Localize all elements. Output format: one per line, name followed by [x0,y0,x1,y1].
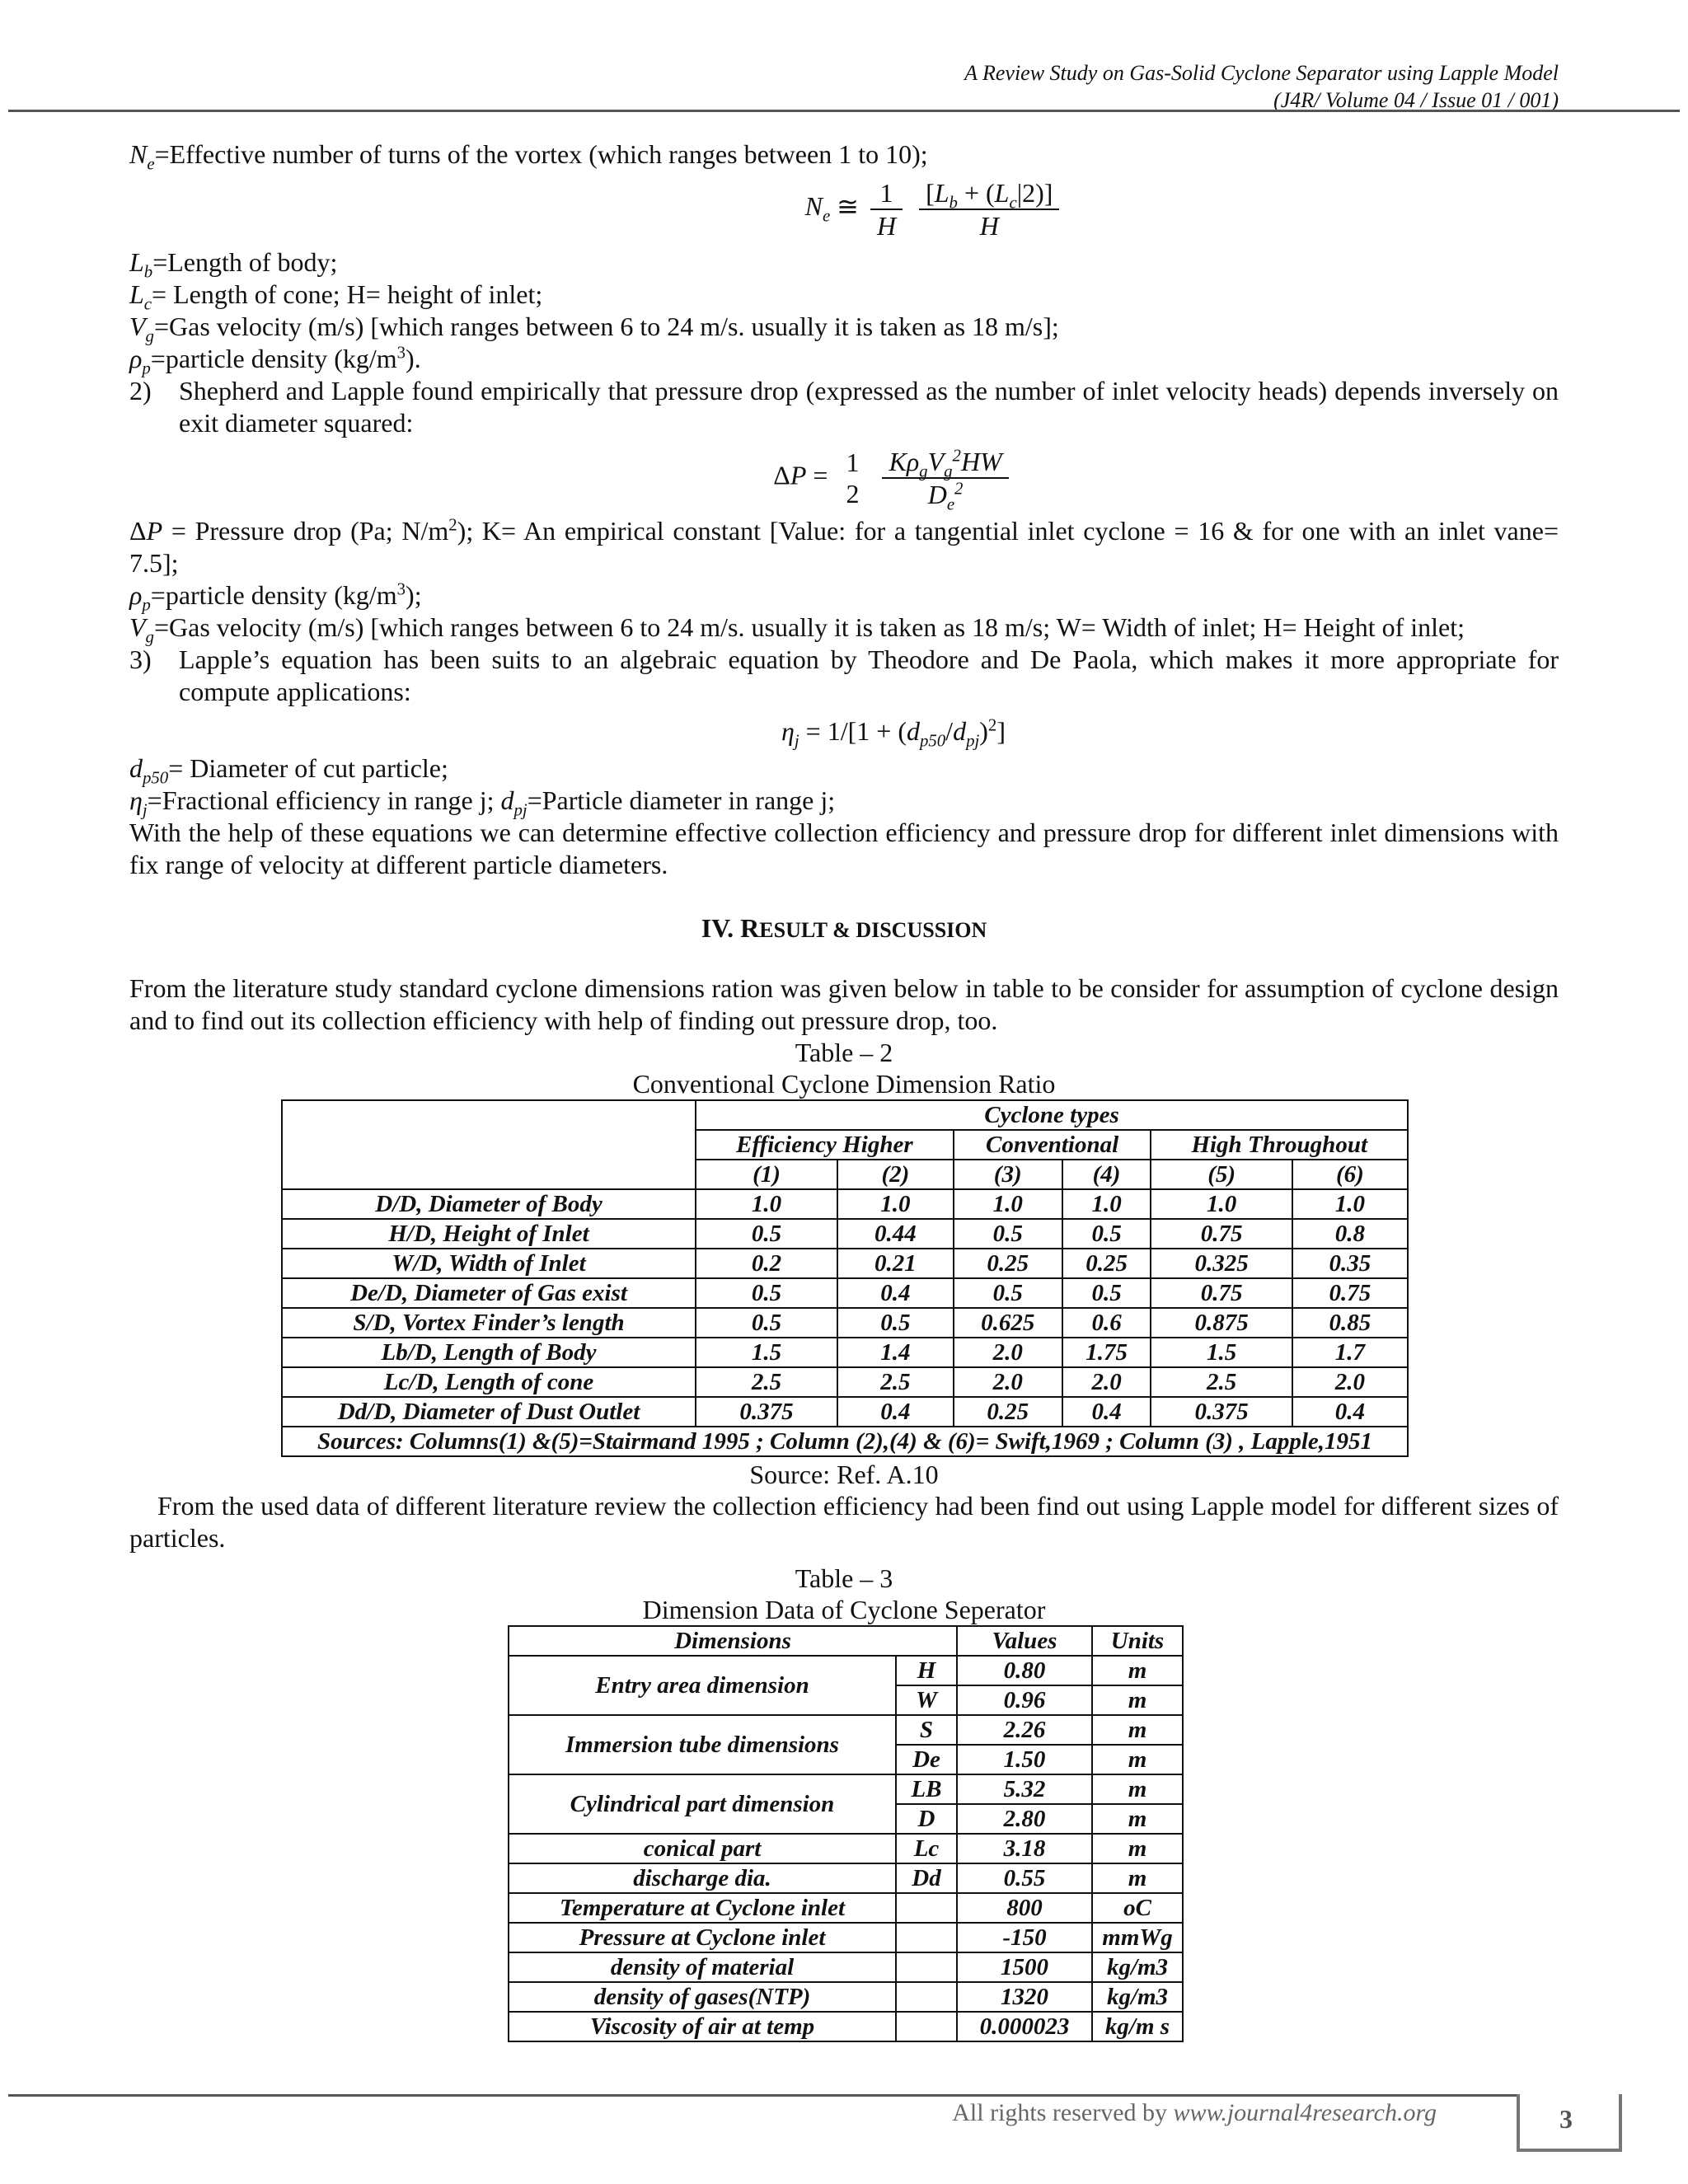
table-cell: 0.85 [1292,1308,1408,1338]
row-label: discharge dia. [509,1863,896,1893]
table-cell: 1.0 [837,1189,954,1219]
value-cell: 2.80 [957,1804,1092,1834]
column-header: (4) [1062,1160,1151,1189]
unit-cell: m [1092,1685,1183,1715]
table-row [509,1863,1183,1893]
subgroup-efficiency: Efficiency Higher [696,1130,954,1160]
table-row [282,1249,1408,1278]
table-cell: 1.5 [1151,1338,1292,1367]
table-cell: 2.0 [1292,1367,1408,1397]
table-row [282,1367,1408,1397]
value-cell: 2.26 [957,1715,1092,1745]
unit-cell: mmWg [1092,1923,1183,1952]
symbol-cell: LB [896,1774,957,1804]
table-row [282,1338,1408,1367]
symbol-cell [896,1923,957,1952]
subgroup-throughput: High Throughout [1151,1130,1408,1160]
rho-definition-2: $\rho_p=particle$ density $(kg/m^3)$; [129,579,422,615]
row-label: Viscosity of air at temp [509,2012,896,2041]
table-cell: 0.375 [696,1397,837,1427]
intro-paragraph: From the literature study standard cyclone dimensions ration was given below in table to be consider for assumption of cyclone design and to find out its collection efficiency with help of finding out pressure drop, too. [129,973,1559,1035]
column-header: (1) [696,1160,837,1189]
unit-cell: m [1092,1863,1183,1893]
table-row [282,1219,1408,1249]
table-cell: 1.0 [1062,1189,1151,1219]
table-cell: 0.4 [837,1397,954,1427]
table-cell: 0.25 [1062,1249,1151,1278]
table-cell: 2.0 [954,1367,1062,1397]
row-label: Temperature at Cyclone inlet [509,1893,896,1923]
table-cell: 0.5 [1062,1219,1151,1249]
sources-row [282,1427,1408,1456]
table-cell: 1.0 [696,1189,837,1219]
table-row [509,1893,1183,1923]
row-label: Pressure at Cyclone inlet [509,1923,896,1952]
row-label: D/D, Diameter of Body [282,1189,696,1219]
table-cell: 0.75 [1151,1278,1292,1308]
running-header [964,59,1559,114]
table2-title: Conventional Cyclone Dimension Ratio [632,1069,1056,1099]
table-row [282,1308,1408,1338]
table-row [509,1923,1183,1952]
table-cell: 0.5 [696,1219,837,1249]
row-label: W/D, Width of Inlet [282,1249,696,1278]
table-row [509,1656,1183,1685]
table-row [509,1952,1183,1982]
row-label: density of gases(NTP) [509,1982,896,2012]
table-cell: 0.25 [954,1397,1062,1427]
table-row [509,1715,1183,1745]
subgroup-conventional: Conventional [954,1130,1151,1160]
table-cell: 0.6 [1062,1308,1151,1338]
table-cell: 0.4 [837,1278,954,1308]
table-cell: 0.4 [1292,1397,1408,1427]
table-cell: 0.375 [1151,1397,1292,1427]
value-cell: 5.32 [957,1774,1092,1804]
table-header-row [282,1100,1408,1130]
list-item-3: 3) Lapple’s equation has been suits to an algebraic equation by Theodore and De Paola, which makes it more appropriate for compute applications: [129,644,1559,706]
header-dimensions: Dimensions [509,1626,957,1656]
table-cell: 0.21 [837,1249,954,1278]
row-label: Lb/D, Length of Body [282,1338,696,1367]
unit-cell: oC [1092,1893,1183,1923]
unit-cell: m [1092,1774,1183,1804]
table2-label: Table – 2 [795,1038,893,1067]
table-cell: 0.4 [1062,1397,1151,1427]
header-values: Values [957,1626,1092,1656]
dp-definition: ΔP = Pressure drop (Pa; $N/m^2$); K= An empirical constant [Value: for a tangential inlet cyclone = 16 & for one with an inlet vane= 7.5]; [129,515,1559,578]
ne-equation: $N_e$ ≅ $\frac{1}{H}$ $\frac{[L_b + (L_c|2)]}{H}$ [311,177,1559,241]
symbol-cell: H [896,1656,957,1685]
table-row [509,2012,1183,2041]
header-title: A Review Study on Gas-Solid Cyclone Separator using Lapple Model [964,61,1559,85]
table-cell: 0.75 [1292,1278,1408,1308]
value-cell: -150 [957,1923,1092,1952]
column-header: (2) [837,1160,954,1189]
value-cell: 0.80 [957,1656,1092,1685]
section-heading: IV. RESULT & DISCUSSION [701,913,987,943]
vg-definition: $V_g=Gas$ velocity (m/s) [which ranges between 6 to 24 m/s. usually it is taken as 18 m/s]; [129,312,1059,346]
table-cell: 1.0 [1292,1189,1408,1219]
table-row [509,1834,1183,1863]
table-row [509,1774,1183,1804]
symbol-cell: W [896,1685,957,1715]
unit-cell: m [1092,1834,1183,1863]
symbol-cell: Dd [896,1863,957,1893]
symbol-cell: S [896,1715,957,1745]
table-header-row [509,1626,1183,1656]
table-row [509,1982,1183,2012]
table-cell: 1.7 [1292,1338,1408,1367]
row-label: Lc/D, Length of cone [282,1367,696,1397]
table-cell: 2.0 [1062,1367,1151,1397]
pressure-drop-equation: ΔP = 1 2 $\frac{K\rho_gV_g^2HW}{D_e^2}$ [228,446,1559,510]
table-cell: 0.875 [1151,1308,1292,1338]
table-cell: 2.0 [954,1338,1062,1367]
paragraph-after-table2: From the used data of different literature review the collection efficiency had been find out using Lapple model for different sizes of particles. [129,1491,1559,1553]
value-cell: 0.000023 [957,2012,1092,2041]
sources-cell: Sources: Columns(1) &(5)=Stairmand 1995 ; Column (2),(4) & (6)= Swift,1969 ; Column (3) , Lapple,1951 [282,1427,1408,1456]
table3-label: Table – 3 [795,1563,893,1593]
table-cell: 0.5 [696,1308,837,1338]
column-header: (6) [1292,1160,1408,1189]
unit-cell: m [1092,1804,1183,1834]
eta-definition: $\eta_j=Fractional$ efficiency in range j; $d_{pj}=Particle$ diameter in range j; [129,785,836,820]
lc-definition: $L_c=$ Length of cone; H= height of inlet; [129,279,543,314]
table2-source: Source: Ref. A.10 [749,1460,939,1489]
header-units: Units [1092,1626,1183,1656]
unit-cell: m [1092,1656,1183,1685]
page-number: 3 [1559,2104,1573,2134]
table-cell: 2.5 [837,1367,954,1397]
table-cell: 0.5 [954,1278,1062,1308]
symbol-cell [896,1893,957,1923]
table-cell: 0.5 [837,1308,954,1338]
table-cell: 0.5 [954,1219,1062,1249]
lb-definition: $L_b=Length$ of body; [129,247,338,282]
value-cell: 1500 [957,1952,1092,1982]
table-cell: 1.5 [696,1338,837,1367]
footer-copyright: All rights reserved by www.journal4research.org [952,2099,1437,2126]
footer-rule [8,2094,1517,2097]
value-cell: 0.55 [957,1863,1092,1893]
row-label: Dd/D, Diameter of Dust Outlet [282,1397,696,1427]
value-cell: 1320 [957,1982,1092,2012]
table3-title: Dimension Data of Cyclone Seperator [642,1595,1046,1624]
row-label: density of material [509,1952,896,1982]
row-label: S/D, Vortex Finder’s length [282,1308,696,1338]
value-cell: 3.18 [957,1834,1092,1863]
table-cell: 1.4 [837,1338,954,1367]
table-cell: 0.35 [1292,1249,1408,1278]
table-cell: 0.2 [696,1249,837,1278]
group-label: Immersion tube dimensions [509,1715,896,1774]
value-cell: 1.50 [957,1745,1092,1774]
table-cell: 2.5 [1151,1367,1292,1397]
symbol-cell: D [896,1804,957,1834]
table-cell: 0.75 [1151,1219,1292,1249]
table-cell: 1.75 [1062,1338,1151,1367]
header-rule [8,110,1680,112]
table-cell: 0.25 [954,1249,1062,1278]
row-label: conical part [509,1834,896,1863]
column-header: (5) [1151,1160,1292,1189]
cyclone-types-header: Cyclone types [696,1100,1408,1130]
table-cell: 0.5 [696,1278,837,1308]
header-issue: (J4R/ Volume 04 / Issue 01 / 001) [1273,88,1559,112]
symbol-cell [896,2012,957,2041]
value-cell: 0.96 [957,1685,1092,1715]
table-cell: 1.0 [1151,1189,1292,1219]
page-body [129,138,1559,2042]
unit-cell: m [1092,1745,1183,1774]
cyclone-ratio-table [281,1099,1409,1457]
efficiency-equation: $\eta_j = 1/[1 + (d_{p50}/d_{pj})^2]$ [781,715,1006,751]
table-cell: 0.5 [1062,1278,1151,1308]
table-row [282,1189,1408,1219]
table-cell: 0.625 [954,1308,1062,1338]
empty-corner-cell [282,1100,696,1189]
row-label: H/D, Height of Inlet [282,1219,696,1249]
table-cell: 0.8 [1292,1219,1408,1249]
value-cell: 800 [957,1893,1092,1923]
row-label: De/D, Diameter of Gas exist [282,1278,696,1308]
symbol-cell [896,1952,957,1982]
list-item-2: 2) Shepherd and Lapple found empirically that pressure drop (expressed as the number of inlet velocity heads) depends inversely on exit diameter squared: [129,376,1559,438]
ne-definition: $N_e=Effective$ number of turns of the vortex (which ranges between 1 to 10); [129,139,928,174]
dp50-definition: $d_{p50}=$ Diameter of cut particle; [129,753,448,788]
symbol-cell [896,1982,957,2012]
table-row [282,1278,1408,1308]
group-label: Cylindrical part dimension [509,1774,896,1834]
table-row [282,1397,1408,1427]
table-cell: 0.44 [837,1219,954,1249]
group-label: Entry area dimension [509,1656,896,1715]
vg-definition-2: $V_g=Gas$ velocity (m/s) [which ranges between 6 to 24 m/s. usually it is taken as 18 m/s; W= Width of inlet; H= Height of inlet; [129,612,1465,647]
symbol-cell: De [896,1745,957,1774]
unit-cell: kg/m3 [1092,1982,1183,2012]
table-cell: 0.325 [1151,1249,1292,1278]
unit-cell: kg/m s [1092,2012,1183,2041]
column-header: (3) [954,1160,1062,1189]
symbol-cell: Lc [896,1834,957,1863]
unit-cell: kg/m3 [1092,1952,1183,1982]
rho-definition: $\rho_p=particle$ density $(kg/m^3)$. [129,343,421,378]
unit-cell: m [1092,1715,1183,1745]
table-cell: 1.0 [954,1189,1062,1219]
footer-link[interactable]: www.journal4research.org [1173,2099,1437,2126]
table-cell: 2.5 [696,1367,837,1397]
cyclone-dimension-table [508,1625,1184,2042]
summary-paragraph: With the help of these equations we can determine effective collection efficiency and pressure drop for different inlet dimensions with fix range of velocity at different particle diameters. [129,818,1559,879]
